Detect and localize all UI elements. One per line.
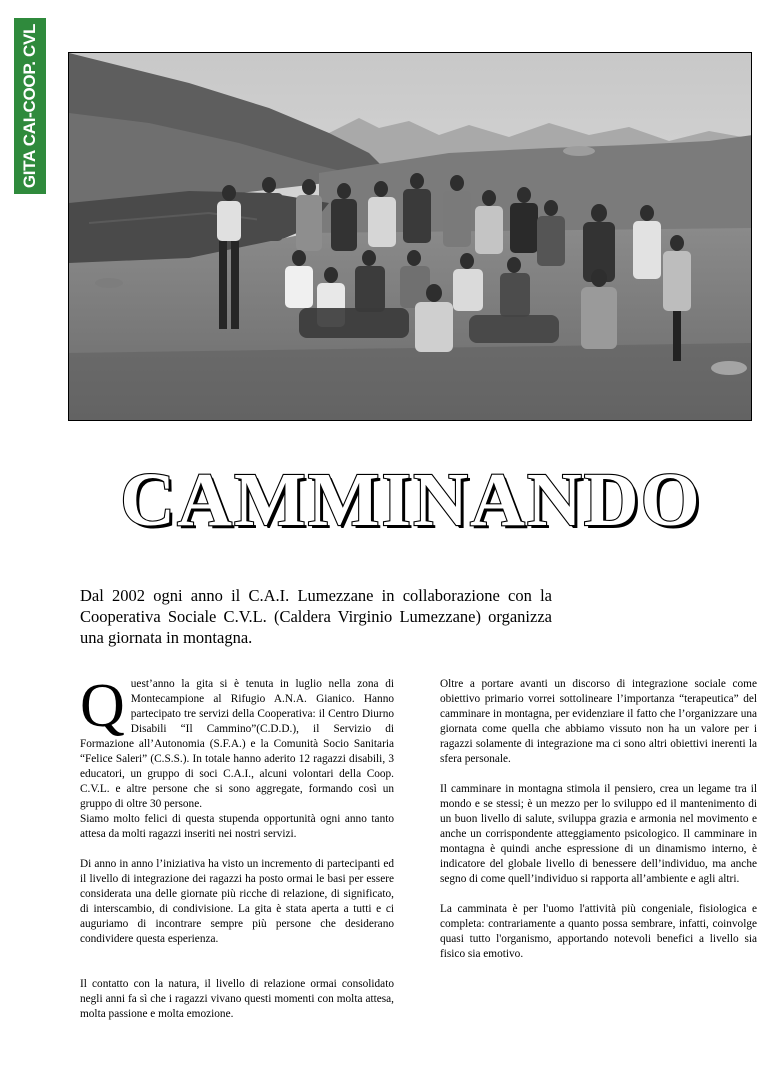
right-paragraph-2: Il camminare in montagna stimola il pensiero, crea un legame tra il mondo e se stessi; è un mezzo per lo sviluppo ed il mantenimento di un buon livello di salute, sviluppa grazia e armonia nel movimento e anche un corrispondente atteggiamento psicologico. Il camminare in montagna è quindi anche espressione di un dinamismo interno, è indicatore del globale livello di benessere dell’individuo, ma anche segno di come quell’individuo si rapporta all’ambiente e agli altri.: [440, 783, 757, 885]
lead-paragraph: Dal 2002 ogni anno il C.A.I. Lumezzane in collaborazione con la Cooperativa Sociale C.V.L. (Caldera Virginio Lumezzane) organizza una giornata in montagna.: [80, 586, 552, 647]
side-tab-label: GITA CAI-COOP. CVL: [20, 23, 39, 189]
group-photo: [68, 52, 752, 421]
right-paragraph-3: La camminata è per l'uomo l'attività più congeniale, fisiologica e completa: contrariamente a quanto possa sembrare, infatti, coinvolge quasi tutto l'organismo, apportando notevoli benefici a livello sia fisico sia emotivo.: [440, 903, 757, 960]
left-paragraph-3: Di anno in anno l’iniziativa ha visto un incremento di partecipanti ed il livello di integrazione dei ragazzi ha posto ormai le basi per essere considerata una delle giornate più ricche di relazione, di significato, di interscambio, di condivisione. La gita è stata aperta a tutti e ci auguriamo di incontrare sempre più persone che desiderano condividere questa esperienza.: [80, 858, 394, 945]
side-tab: [14, 18, 46, 194]
drop-cap: Q: [80, 672, 125, 740]
photo-illustration: [69, 53, 752, 421]
page-title: CAMMINANDO: [120, 458, 702, 542]
right-paragraph-1: Oltre a portare avanti un discorso di integrazione sociale come obiettivo primario vorrei sottolineare l’importanza “terapeutica” del camminare in montagna, per evidenziare il fatto che l’organizzare una giornata come quella che abbiamo vissuto non ha un valore per i ragazzi solamente di integrazione ma ci sono altri obiettivi inerenti la sfera personale.: [440, 678, 757, 765]
right-column: [440, 677, 757, 962]
left-paragraph-1-text: uest’anno la gita si è tenuta in luglio nella zona di Montecampione al Rifugio A.N.A. Gianico. Hanno partecipato tre servizi della Cooperativa: il Centro Diurno Disabili “Il Cammino”(C.D.D.), il Servizio di Formazione all’Autonomia (S.F.A.) e la Comunità Socio Sanitaria “Felice Saleri” (C.S.S.). In totale hanno aderito 12 ragazzi disabili, 3 educatori, un gruppo di soci C.A.I., alcuni volontari della Coop. C.V.L. e altre persone che si sono aggregate, formando così un gruppo di oltre 30 persone.: [80, 678, 394, 810]
left-paragraph-2: Siamo molto felici di questa stupenda opportunità ogni anno tanto attesa da molti ragazzi inseriti nei nostri servizi.: [80, 813, 394, 840]
left-paragraph-1: [80, 672, 394, 812]
left-paragraph-4: Il contatto con la natura, il livello di relazione ormai consolidato negli anni fa sì che i ragazzi vivano questi momenti con molta attesa, molta passione e molta emozione.: [80, 978, 394, 1020]
left-column: [80, 672, 394, 1022]
